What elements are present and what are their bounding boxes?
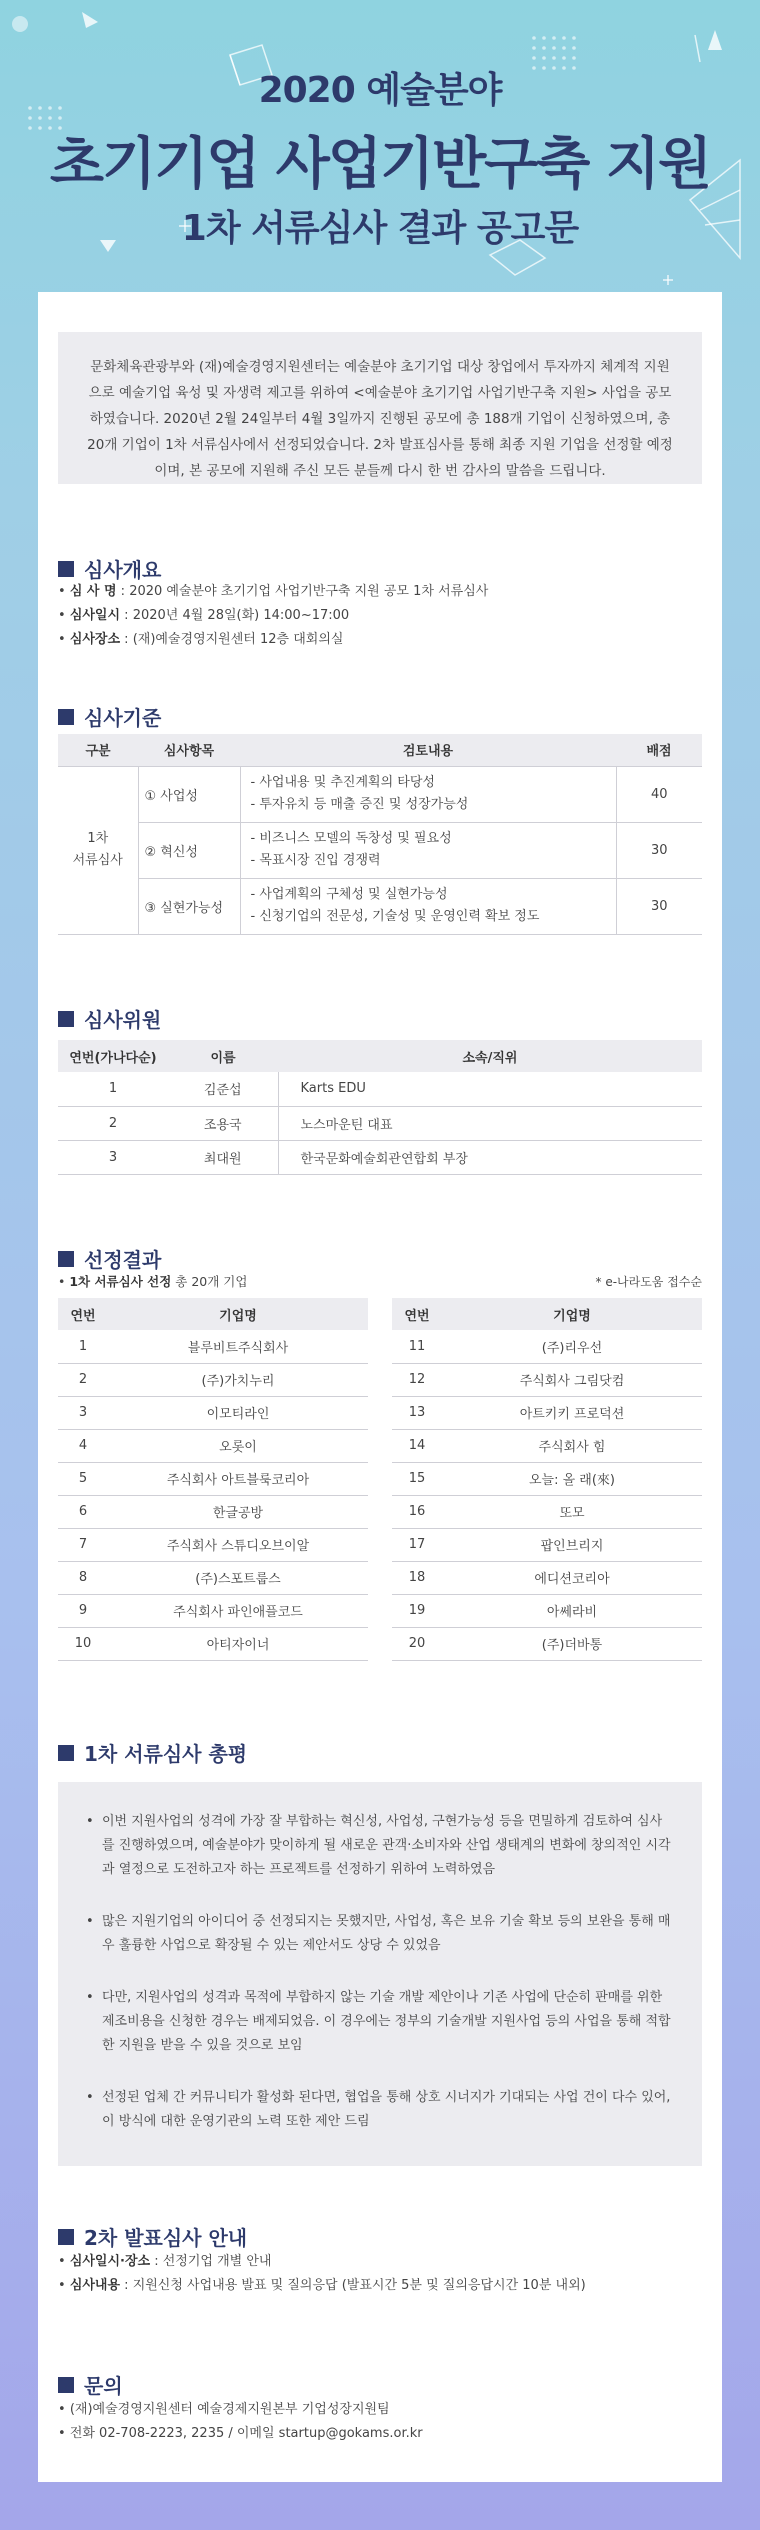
table-row: 7 주식회사 스튜디오브이알	[58, 1528, 368, 1561]
table-row: 11 (주)리우선	[392, 1330, 702, 1363]
criteria-category: 1차 서류심사	[58, 766, 138, 934]
intro-text: 문화체육관광부와 (재)예술경영지원센터는 예술분야 초기기업 대상 창업에서 투자까지 체계적 지원으로 예술기업 육성 및 자생력 제고를 위하여 <예술분야 초기기업 사업기반구축 지원> 사업을 공모하였습니다. 2020년 2월 24일부터 4월 3일까지 진행된 공모에 총 188개 기업이 신청하였으며, 총 20개 기업이 1차 서류심사에서 선정되었습니다. 2차 발표심사를 통해 최종 지원 기업을 선정할 예정이며, 본 공모에 지원해 주신 모든 분들께 다시 한 번 감사의 말씀을 드립니다.	[87, 359, 673, 479]
table-header: 기업명	[442, 1298, 702, 1330]
square-bullet-icon	[58, 561, 74, 577]
table-header: 기업명	[108, 1298, 368, 1330]
table-header: 검토내용	[240, 734, 616, 766]
section-title-criteria: 심사기준	[58, 702, 161, 731]
table-row: 1 김준섭 Karts EDU	[58, 1072, 702, 1106]
table-row: 16 또모	[392, 1495, 702, 1528]
header-announcement: 1차 서류심사 결과 공고문	[181, 208, 579, 249]
table-row: 3 최대원 한국문화예술회관연합회 부장	[58, 1140, 702, 1174]
square-bullet-icon	[58, 709, 74, 725]
table-row: 17 팝인브리지	[392, 1528, 702, 1561]
list-item: • 심사장소 : (재)예술경영지원센터 12층 대회의실	[58, 632, 344, 647]
table-row: 5 주식회사 아트블룩코리아	[58, 1462, 368, 1495]
section-title-results: 선정결과	[58, 1244, 161, 1273]
table-header: 연번	[392, 1298, 442, 1330]
table-row: 20 (주)더바통	[392, 1627, 702, 1660]
section-title-presentation: 2차 발표심사 안내	[58, 2222, 247, 2251]
contact-list	[58, 2398, 423, 2446]
overview-list	[58, 580, 488, 652]
table-row: 19 아쎄라비	[392, 1594, 702, 1627]
list-item: • 심사일시·장소 : 선정기업 개별 안내	[58, 2254, 272, 2269]
table-header: 소속/직위	[278, 1040, 702, 1072]
results-note: * e-나라도움 접수순	[595, 1275, 702, 1289]
list-item: • 심사일시 : 2020년 4월 28일(화) 14:00~17:00	[58, 608, 350, 623]
table-row: 2 조용국 노스마운틴 대표	[58, 1106, 702, 1140]
results-summary: • 1차 서류심사 선정 총 20개 기업	[58, 1274, 248, 1289]
table-header: 배점	[616, 734, 702, 766]
square-bullet-icon	[58, 2229, 74, 2245]
section-title-overview: 심사개요	[58, 554, 161, 583]
square-bullet-icon	[58, 1251, 74, 1267]
table-header: 구분	[58, 734, 138, 766]
section-title-contact: 문의	[58, 2370, 123, 2399]
criteria-table	[58, 734, 702, 935]
table-row: 18 에디션코리아	[392, 1561, 702, 1594]
table-row: 3 이모티라인	[58, 1396, 368, 1429]
table-row: 8 (주)스포트룹스	[58, 1561, 368, 1594]
square-bullet-icon	[58, 2377, 74, 2393]
table-header: 연번(가나다순)	[58, 1040, 168, 1072]
square-bullet-icon	[58, 1745, 74, 1761]
list-item: • (재)예술경영지원센터 예술경제지원본부 기업성장지원팀	[58, 2402, 390, 2417]
section-title-review: 1차 서류심사 총평	[58, 1738, 247, 1767]
list-item: • 선정된 업체 간 커뮤니티가 활성화 된다면, 협업을 통해 상호 시너지가 기대되는 사업 건이 다수 있어, 이 방식에 대한 운영기관의 노력 또한 제안 드림	[86, 2086, 674, 2134]
table-row: 2 (주)가치누리	[58, 1363, 368, 1396]
table-header: 연번	[58, 1298, 108, 1330]
table-row: 4 오롯이	[58, 1429, 368, 1462]
list-item: • 전화 02-708-2223, 2235 / 이메일 startup@gokams.or.kr	[58, 2426, 423, 2441]
presentation-list	[58, 2250, 586, 2298]
table-row: 10 아티자이너	[58, 1627, 368, 1660]
table-row: 14 주식회사 힘	[392, 1429, 702, 1462]
list-item: • 이번 지원사업의 성격에 가장 잘 부합하는 혁신성, 사업성, 구현가능성 등을 면밀하게 검토하여 심사를 진행하였으며, 예술분야가 맞이하게 될 새로운 관객·소비자와 산업 생태계의 변화에 창의적인 시각과 열정으로 도전하고자 하는 프로젝트를 선정하기 위하여 노력하였음	[86, 1810, 674, 1882]
committee-table	[58, 1040, 702, 1175]
section-title-committee: 심사위원	[58, 1004, 161, 1033]
square-bullet-icon	[58, 1011, 74, 1027]
list-item: • 다만, 지원사업의 성격과 목적에 부합하지 않는 기술 개발 제안이나 기존 사업에 단순히 판매를 위한 제조비용을 신청한 경우는 배제되었음. 이 경우에는 정부의 기술개발 지원사업 등의 사업을 통해 적합한 지원을 받을 수 있을 것으로 보임	[86, 1986, 674, 2058]
table-row: 6 한글공방	[58, 1495, 368, 1528]
table-row: 9 주식회사 파인애플코드	[58, 1594, 368, 1627]
table-row: 12 주식회사 그림닷컴	[392, 1363, 702, 1396]
header-subtitle: 2020 예술분야	[258, 70, 502, 111]
table-row: 13 아트키키 프로덕션	[392, 1396, 702, 1429]
list-item: • 심사내용 : 지원신청 사업내용 발표 및 질의응답 (발표시간 5분 및 질의응답시간 10분 내외)	[58, 2278, 586, 2293]
table-row: ② 혁신성 - 비즈니스 모델의 독창성 및 필요성 - 목표시장 진입 경쟁력 30	[58, 822, 702, 878]
results-table-left	[58, 1298, 368, 1661]
table-header: 심사항목	[138, 734, 240, 766]
table-row: 1차 서류심사 ① 사업성 - 사업내용 및 추진계획의 타당성 - 투자유치 등 매출 증진 및 성장가능성 40	[58, 766, 702, 822]
list-item: • 많은 지원기업의 아이디어 중 선정되지는 못했지만, 사업성, 혹은 보유 기술 확보 등의 보완을 통해 매우 훌륭한 사업으로 확장될 수 있는 제안서도 상당 수 있었음	[86, 1910, 674, 1958]
table-header: 이름	[168, 1040, 278, 1072]
content-card	[38, 292, 722, 2482]
results-table-right	[392, 1298, 702, 1661]
table-row: ③ 실현가능성 - 사업계획의 구체성 및 실현가능성 - 신청기업의 전문성, 기술성 및 운영인력 확보 정도 30	[58, 878, 702, 934]
page-header	[0, 0, 760, 290]
review-box	[58, 1782, 702, 2166]
intro-box	[58, 332, 702, 484]
header-title: 초기기업 사업기반구축 지원	[49, 132, 711, 197]
table-row: 1 블루비트주식회사	[58, 1330, 368, 1363]
list-item: • 심 사 명 : 2020 예술분야 초기기업 사업기반구축 지원 공모 1차 서류심사	[58, 584, 489, 599]
table-row: 15 오늘: 올 래(來)	[392, 1462, 702, 1495]
